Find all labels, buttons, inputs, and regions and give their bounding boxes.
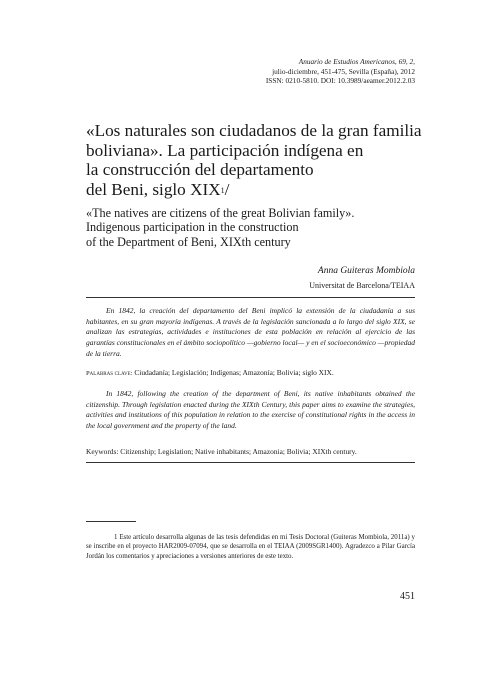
keywords-english [86,447,415,457]
footnote-rule [86,521,136,522]
title-en-line-1: «The natives are citizens of the great Bolivian family». [86,206,355,220]
author-affiliation: Universitat de Barcelona/TEIAA [309,281,415,290]
title-es-line-1: «Los naturales son ciudadanos de la gran familia [86,121,422,140]
article-title-spanish [86,121,426,199]
title-es-line-4-text: del Beni, siglo XIX [86,179,221,199]
journal-issn-line: ISSN: 0210-5810. DOI: 10.3989/aeamer.2012.2.03 [265,76,415,86]
footnote-1: 1 Este artículo desarrolla algunas de las tesis defendidas en mi Tesis Doctoral (Guiteras Mombiola, 2011a) y se inscribe en el proyecto HAR2009-07094, que se desarrolla en el TEIAA (2009SGR1400). Agradezco a Pilar García Jordán los comentarios y apreciaciones a versiones anteriores de este texto. [86,534,415,560]
abstract-spanish: En 1842, la creación del departamento del Beni implicó la extensión de la ciudadanía a sus habitantes, en su gran mayoría indígenas. A través de la legislación sancionada a lo largo del siglo XIX, se analizan las estrategias, actividades e instituciones de esta población en relación al ejercicio de las garantías constitucionales en el ámbito sociopolítico —gobierno local— y en el socioeconómico —propiedad de la tierra. [86,306,415,358]
title-es-line-3: la construcción del departamento [86,160,314,180]
abstract-english: In 1842, following the creation of the department of Beni, its native inhabitants obtained the citizenship. Through legislation enacted during the XIXth Century, this paper aims to examine the strategies, activities and institutions of this population in relation to the exercise of constitutional rights in the access in the local government and the property of the land. [86,389,415,431]
keywords-en-label: Keywords: [86,447,119,456]
author-name: Anna Guiteras Mombiola [317,266,415,276]
journal-issue-line: julio-diciembre, 451-475, Sevilla (España), 2012 [272,66,415,76]
journal-title-line: Anuario de Estudios Americanos, 69, 2, [298,57,415,66]
keywords-es-label: Palabras clave: [86,370,133,377]
footnote-marker[interactable]: 1 [220,185,225,195]
keywords-en-text: Citizenship; Legislation; Native inhabitants; Amazonia; Bolivia; XIXth century. [118,447,357,456]
separator-rule-bottom [86,462,415,463]
page-number: 451 [400,591,415,602]
keywords-es-text: Ciudadanía; Legislación; Indígenas; Amazonía; Bolivia; siglo XIX. [132,368,334,377]
title-en-line-2: Indigenous participation in the construction [86,220,299,235]
article-title-english [86,206,426,249]
separator-rule-top [86,297,415,298]
title-es-trailing: / [224,179,230,199]
title-es-line-4 [86,180,426,200]
title-es-line-2: boliviana». La participación indígena en [86,140,364,160]
title-en-line-3: of the Department of Beni, XIXth century [86,234,291,249]
keywords-spanish [86,368,415,379]
journal-header [266,57,415,86]
